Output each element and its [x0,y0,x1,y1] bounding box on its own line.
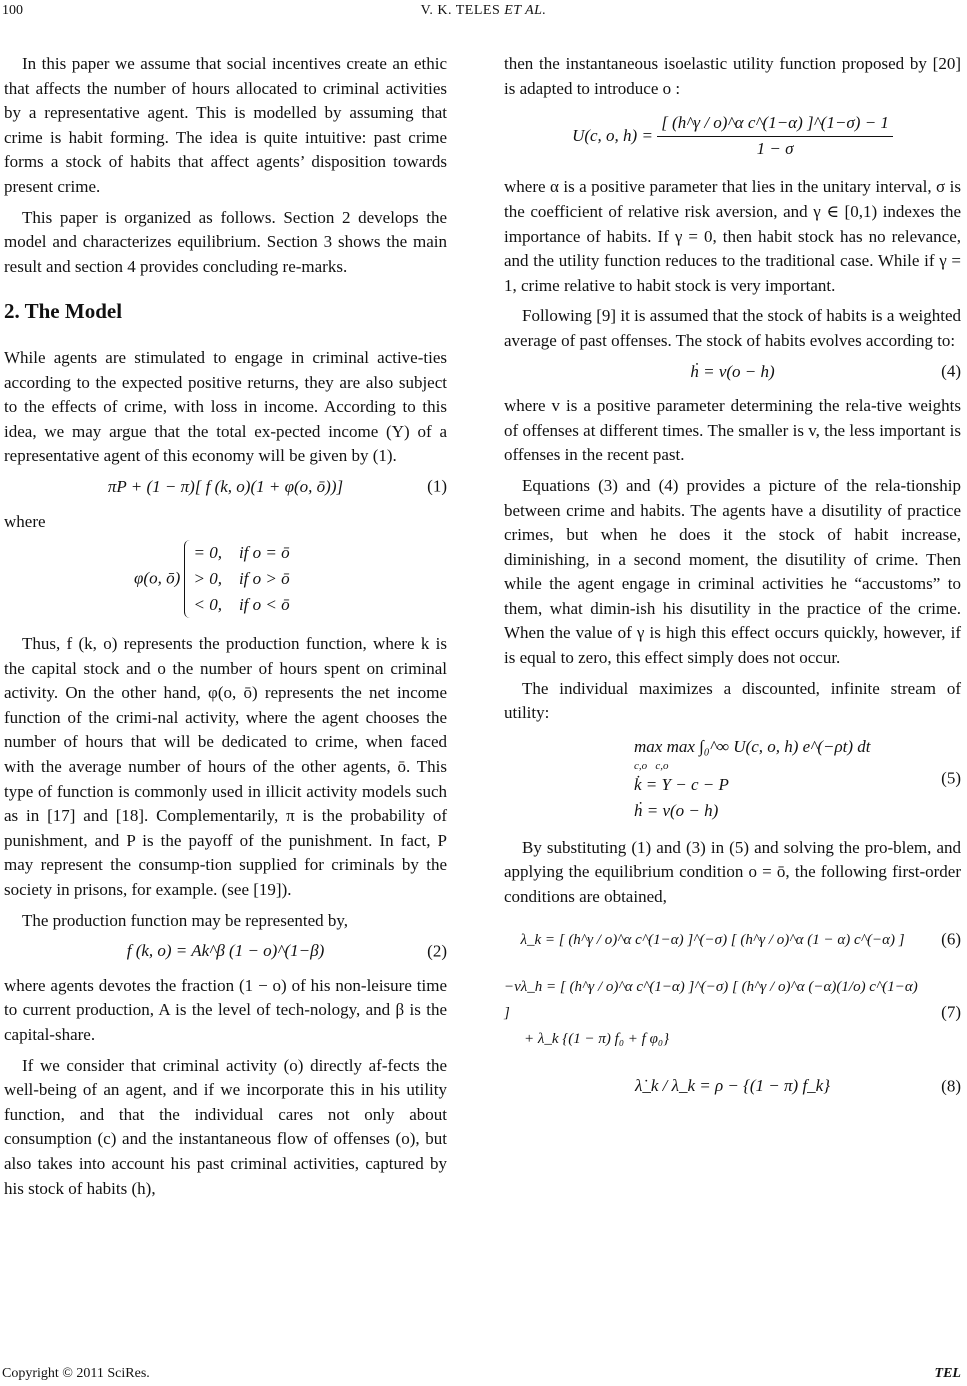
paragraph: then the instantaneous isoelastic utility function proposed by [20] is adapted to introduce o : [504,54,961,98]
paragraph: where [4,511,46,531]
right-column [504,52,961,1109]
equation-6: λ_k = [ (h^γ / o)^α c^(1−α) ]^(−σ) [ (h^γ / o)^α (1 − α) c^(−α) ] (6) [504,928,961,953]
paragraph: The individual maximizes a discounted, infinite stream of utility: [504,678,961,723]
paragraph: If we consider that criminal activity (o) directly af-fects the well-being of an agent, and if we incorporate this in his utility function, and that the individual cares not only about consumption (c) and the instantaneous flow of offenses (o), but also takes into account his past criminal activities, captured by his stock of habits (h), [4,1055,447,1198]
equation-2: f (k, o) = Ak^β (1 − o)^(1−β) (2) [4,939,447,964]
running-head: V. K. TELES ET AL. [420,3,547,18]
equation-number: (5) [941,768,961,788]
fraction: $\frac{\text{[ (h\textasciicircum{}γ / o)\textasciicircum{}α c\textasciicircum{}(1−α) ]\textasciicircum{}(1−σ) − 1}}{1 - \sigma}$ [657,111,893,161]
paragraph: The production function may be represented by, [22,910,349,930]
paragraph: In this paper we assume that social incentives create an ethic that affects the number of hours allocated to criminal activities by a representative agent. This is modelled by assuming that crime is habit forming. The idea is quite intuitive: past crime forms a stock of habits that affect agents’ disposition towards present crime. [4,54,447,196]
equation-1: πP + (1 − π)[ f (k, o)(1 + φ(o, ō))] (1) [4,475,447,500]
equation-number: (1) [427,476,447,496]
cases-lhs: φ(o, ō) [134,568,181,588]
equation-8: λ̇_k / λ_k = ρ − {(1 − π) f_k} (8) [504,1074,961,1099]
copyright: Copyright © 2011 SciRes. [2,1366,150,1381]
journal-abbrev: TEL [934,1366,961,1381]
left-column [4,52,447,1207]
paragraph: Following [9] it is assumed that the stock of habits is a weighted average of past offenses. The stock of habits evolves according to: [504,306,961,350]
equation-7: −vλ_h = [ (h^γ / o)^α c^(1−α) ]^(−σ) [ (h^γ / o)^α (−α)(1/o) c^(1−α) ] + λ_k {(1 − π) f₀ + f φ₀} (7) [504,979,961,1048]
page-header [0,0,967,26]
equation-5: max max ∫₀^∞ U(c, o, h) e^(−ρt) dt c,o c,o k̇ = Y − c − P ḣ = v(o − h) (5) [634,736,961,820]
section-heading: 2. The Model [4,299,123,324]
paragraph: where v is a positive parameter determining the rela-tive weights of offenses at different times. The smaller is v, the less important is offenses in the recent past. [504,396,961,465]
equation-3: U(c, o, h) = $\frac{\text{[ (h\textasciicircum{}γ / o)\textasciicircum{}α c\textasciicircum{}(1−α) ]\textasciicircum{}(1−σ) − 1}}{1 - \sigma}$ [504,111,961,161]
paragraph: where α is a positive parameter that lies in the unitary interval, σ is the coefficient of relative risk aversion, and γ ∈ [0,1) indexes the importance of habits. If γ = 0, then habit stock has no relevance, and the utility function reduces to the traditional case. While if γ = 1, crime relative to habit stock is very important. [504,177,961,295]
equation-number: (7) [941,1002,961,1022]
paragraph: Thus, f (k, o) represents the production function, where k is the capital stock and o the number of hours spent on criminal activity. On the other hand, φ(o, ō) represents the net income function of the crimi-nal activity, where the agent chooses the number of hours that will be dedicated to crime, when faced with the average number of hours of the other agents, ō. This type of function is commonly used in illicit activity models such as in [17] and [18]. Complementarily, π is the probability of punishment, and P is the payoff of the punishment. In fact, P may represent the consump-tion supplied for criminals by the society in prisons, for example. (see [19]). [4,634,447,900]
equation-cases [134,540,447,618]
equation-number: (2) [427,941,447,961]
equation-number: (8) [941,1076,961,1096]
paragraph: Equations (3) and (4) provides a picture of the rela-tionship between crime and habits. The agents have a disutility of practice crimes, but when he does it the stock of habit increase, diminishing, in a second moment, the disutility of crime. Then while the agent engage in criminal activities he “accustoms” to them, what dimin-ish his disutility in the practice of the crime. When the value of γ is high this effect occurs quickly, however, if is equal to zero, this effect simply does not occur. [504,475,961,668]
page-number: 100 [2,3,23,18]
paragraph: While agents are stimulated to engage in criminal active-ties according to the expected positive returns, they are also subject to the effects of crime, with loss in income. According to this idea, we may argue that the total ex-pected income (Y) of a representative agent of this economy will be given by (1). [4,347,447,466]
paragraph: By substituting (1) and (3) in (5) and solving the pro-blem, and applying the equilibrium condition o = ō, the following first-order conditions are obtained, [504,837,961,907]
equation-number: (6) [941,929,961,949]
paragraph: This paper is organized as follows. Section 2 develops the model and characterizes equilibrium. Section 3 shows the main result and section 4 provides concluding re-marks. [4,207,447,276]
paragraph: where agents devotes the fraction (1 − o) of his non-leisure time to current production, A is the level of tech-nology, and β is the capital-share. [4,975,447,1044]
equation-4: ḣ = v(o − h) (4) [504,360,961,385]
cases-brace: = 0, if o = ō > 0, if o > ō < 0, if o < ō [184,540,289,618]
equation-number: (4) [941,361,961,381]
